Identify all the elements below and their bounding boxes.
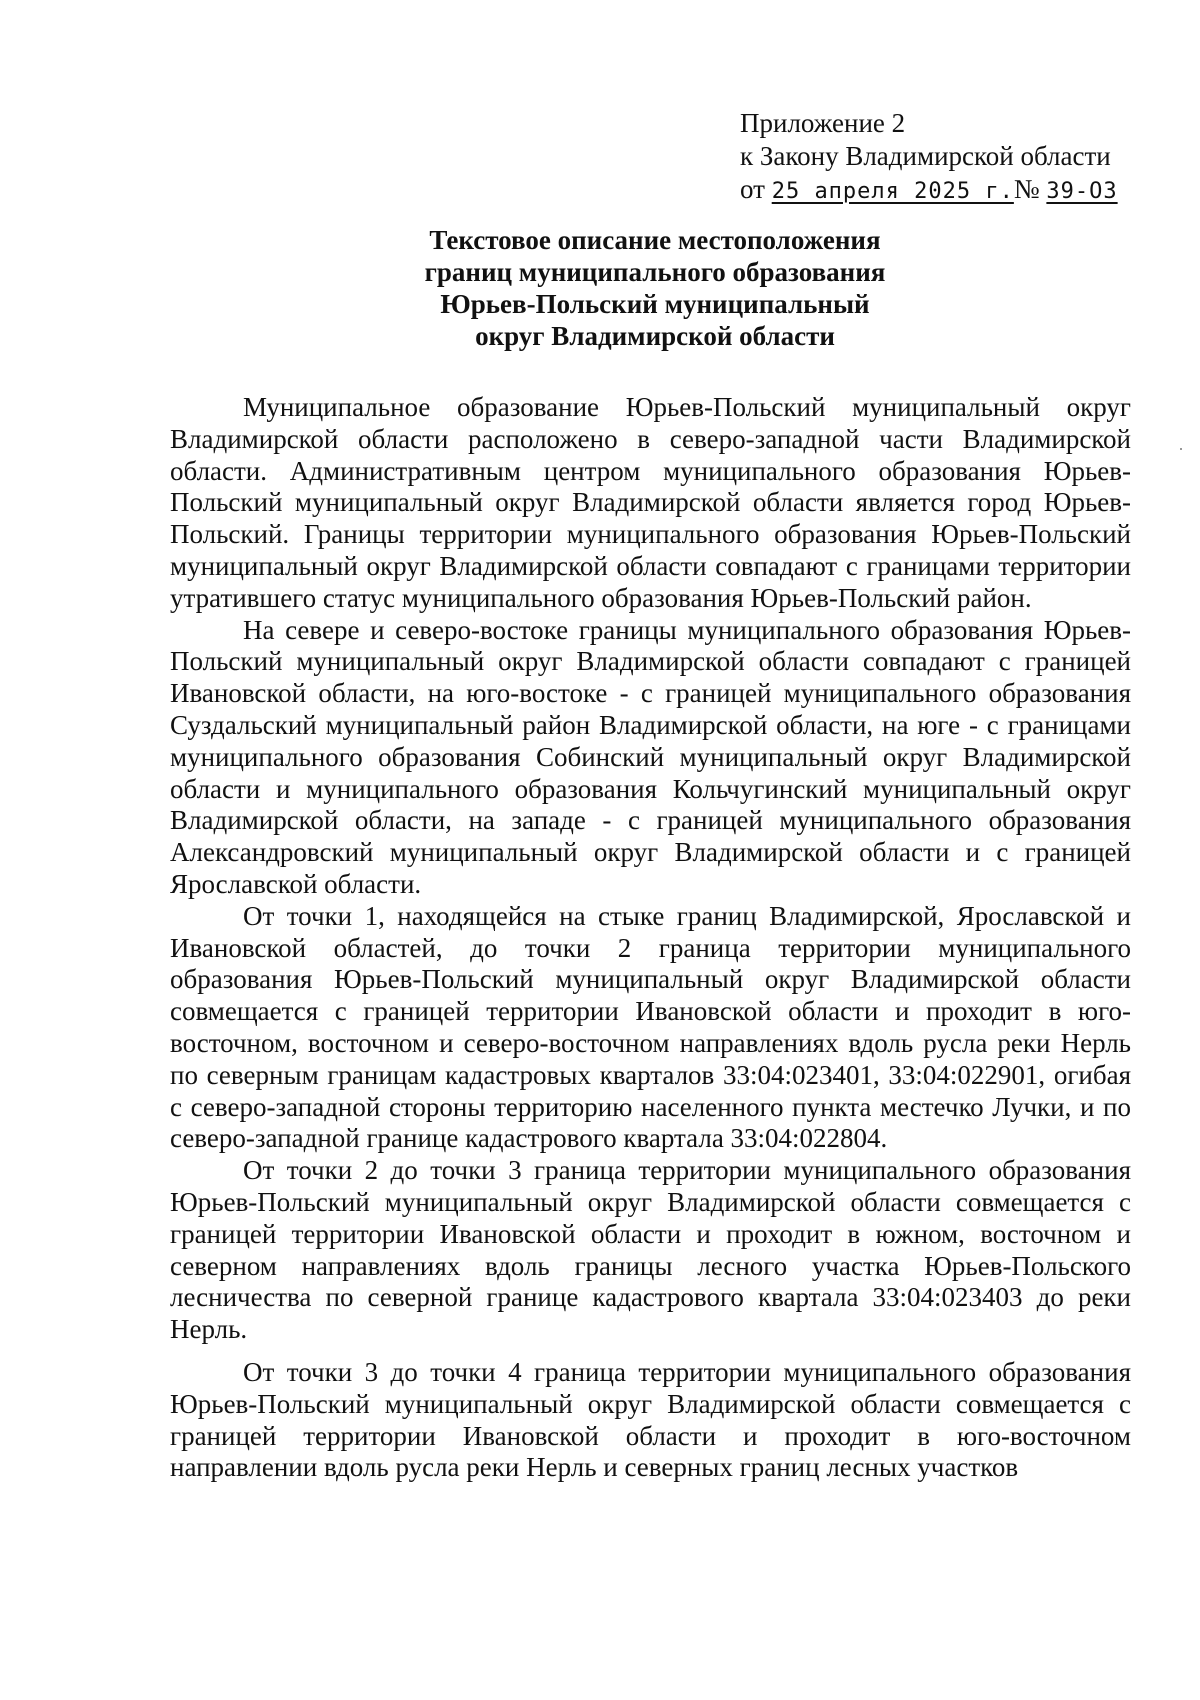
paragraph: От точки 1, находящейся на стыке границ Владимирской, Ярославской и Ивановской областей, до точки 2 граница территории муниципального образования Юрьев-Польский муниципальный округ Владимирской области совмещается с границей территории Ивановской области и проходит в юго-восточном, восточном и северо-восточном направлениях вдоль русла реки Нерль по северным границам кадастровых кварталов 33:04:023401, 33:04:022901, огибая с северо-западной стороны территорию населенного пункта местечко Лучки, и по северо-западной границе кадастрового квартала 33:04:022804. bbox=[170, 900, 1131, 1154]
date-prefix: от bbox=[740, 174, 772, 204]
law-date: 25 апреля 2025 г. bbox=[771, 179, 1014, 204]
number-sign: № bbox=[1013, 174, 1047, 204]
title-line-3: Юрьев-Польский муниципальный bbox=[440, 289, 870, 319]
title-line-4: округ Владимирской области bbox=[475, 321, 835, 351]
appendix-date-line bbox=[740, 173, 1118, 208]
title-line-1: Текстовое описание местоположения bbox=[429, 225, 881, 255]
appendix-number: Приложение 2 bbox=[740, 108, 906, 138]
paragraph: На севере и северо-востоке границы муниципального образования Юрьев-Польский муниципальный округ Владимирской области совпадают с границей Ивановской области, на юго-востоке - с границей муниципального образования Суздальский муниципальный район Владимирской области, на юге - с границами муниципального образования Собинский муниципальный округ Владимирской области и муниципального образования Кольчугинский муниципальный округ Владимирской области, на западе - с границей муниципального образования Александровский муниципальный округ Владимирской области и с границей Ярославской области. bbox=[170, 614, 1131, 899]
law-number: 39-ОЗ bbox=[1046, 179, 1118, 204]
paragraph: От точки 2 до точки 3 граница территории муниципального образования Юрьев-Польский муниципальный округ Владимирской области совмещается с границей территории Ивановской области и проходит в южном, восточном и северном направлениях вдоль границы лесного участка Юрьев-Польского лесничества по северной границе кадастрового квартала 33:04:023403 до реки Нерль. bbox=[170, 1155, 1131, 1345]
title-line-2: границ муниципального образования bbox=[424, 257, 886, 287]
scan-speck bbox=[1180, 448, 1182, 450]
appendix-law-reference: к Закону Владимирской области bbox=[740, 141, 1111, 171]
document-title bbox=[170, 224, 1140, 352]
paragraph: От точки 3 до точки 4 граница территории муниципального образования Юрьев-Польский муниципальный округ Владимирской области совмещается с границей территории Ивановской области и проходит в юго-восточном направлении вдоль русла реки Нерль и северных границ лесных участков bbox=[170, 1356, 1131, 1483]
paragraph: Муниципальное образование Юрьев-Польский муниципальный округ Владимирской области расположено в северо-западной части Владимирской области. Административным центром муниципального образования Юрьев-Польский муниципальный округ Владимирской области является город Юрьев-Польский. Границы территории муниципального образования Юрьев-Польский муниципальный округ Владимирской области совпадают с границами территории утратившего статус муниципального образования Юрьев-Польский район. bbox=[170, 392, 1131, 613]
document-body bbox=[170, 392, 1131, 1484]
appendix-header bbox=[740, 107, 1118, 208]
